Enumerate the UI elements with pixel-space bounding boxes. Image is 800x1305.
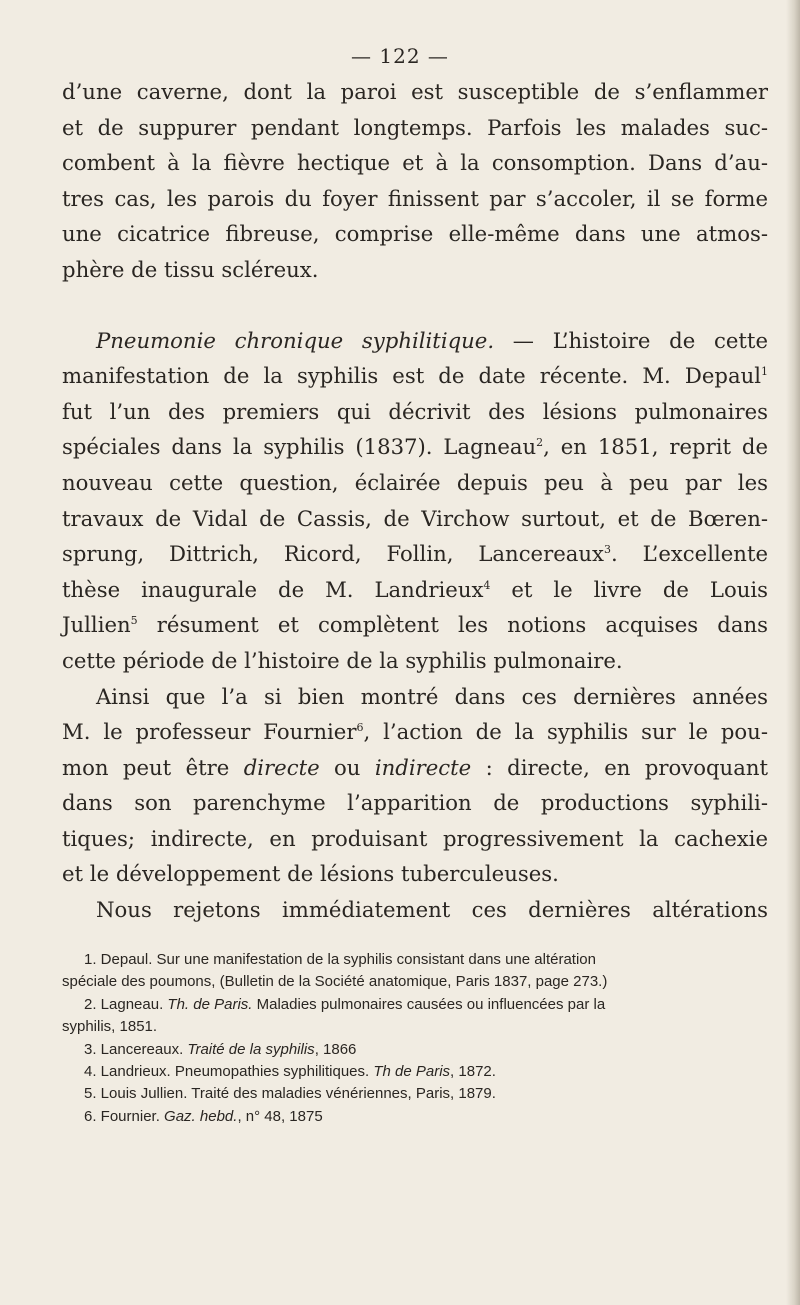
text-line: tres cas, les parois du foyer finissent par s’accoler, il se forme (62, 185, 768, 211)
emphasis-directe: directe (243, 754, 320, 780)
text-line (62, 714, 768, 750)
text-fragment: 2. Lagneau. (84, 995, 168, 1013)
footnote-6 (62, 1106, 768, 1128)
text-fragment: , en 1851, reprit de (543, 434, 768, 460)
text-fragment: résument et complètent les notions acquises dans (137, 612, 768, 638)
text-fragment: 3. Lancereaux. (84, 1040, 188, 1058)
text-fragment: spéciales dans la syphilis (1837). Lagneau (62, 434, 537, 460)
text-fragment: Th. de Paris. (167, 995, 253, 1013)
footnote-ref: 2 (536, 436, 544, 450)
text-fragment: , l’action de la syphilis sur le pou- (363, 719, 768, 745)
text-fragment: M. le professeur Fournier (62, 719, 357, 745)
text-fragment: mon peut être (62, 754, 244, 780)
text-line (62, 750, 768, 786)
text-fragment: : directe, en provoquant (471, 754, 768, 780)
text-line: dans son parenchyme l’apparition de productions syphili- (62, 790, 768, 816)
main-text (62, 74, 768, 928)
text-line: phère de tissu scléreux. (62, 256, 319, 282)
text-line: une cicatrice fibreuse, comprise elle-même dans une atmos- (62, 221, 768, 247)
text-line: fut l’un des premiers qui décrivit des lésions pulmonaires (62, 398, 768, 424)
footnote-2 (62, 994, 768, 1016)
text-line (62, 536, 768, 572)
footnote-ref: 3 (604, 543, 611, 557)
page-edge-shadow (786, 0, 800, 1305)
page-number: — 122 — (351, 44, 449, 68)
text-line: et le développement de lésions tuberculeuses. (62, 861, 559, 887)
text-line: travaux de Vidal de Cassis, de Virchow surtout, et de Bœren- (62, 505, 768, 531)
text-fragment: ou (319, 754, 375, 780)
text-line: tiques; indirecte, en produisant progressivement la cachexie (62, 825, 768, 851)
text-fragment: . L’excellente (611, 541, 769, 567)
footnote-5: 5. Louis Jullien. Traité des maladies vénériennes, Paris, 1879. (84, 1085, 496, 1103)
footnotes (62, 949, 768, 1128)
footnote-1-cont: spéciale des poumons, (Bulletin de la Société anatomique, Paris 1837, page 273.) (62, 973, 608, 991)
text-fragment: manifestation de la syphilis est de date récente. M. Depaul (62, 363, 761, 389)
footnote-ref: 1 (761, 365, 768, 379)
text-fragment: , n° 48, 1875 (237, 1107, 323, 1125)
text-fragment: Jullien (62, 612, 131, 638)
footnote-2-cont: syphilis, 1851. (62, 1018, 158, 1036)
text-fragment: 4. Landrieux. Pneumopathies syphilitiques. (84, 1063, 374, 1081)
text-line: combent à la fièvre hectique et à la consomption. Dans d’au- (62, 150, 768, 176)
footnote-ref: 4 (483, 578, 491, 592)
text-line: Nous rejetons immédiatement ces dernières altérations (96, 897, 768, 923)
paragraph-gap (62, 288, 768, 323)
text-line: et de suppurer pendant longtemps. Parfois les malades suc- (62, 114, 768, 140)
text-fragment: Th de Paris (373, 1063, 451, 1081)
footnote-ref: 5 (130, 614, 138, 628)
text-line (62, 607, 768, 643)
text-fragment: 6. Fournier. (84, 1107, 165, 1125)
text-line (62, 358, 768, 394)
section-title: Pneumonie chronique syphilitique. (96, 327, 495, 353)
footnote-1: 1. Depaul. Sur une manifestation de la syphilis consistant dans une altération (84, 951, 596, 968)
text-fragment: , 1866 (314, 1040, 357, 1058)
text-line: Ainsi que l’a si bien montré dans ces dernières années (96, 683, 768, 709)
section-heading-line (62, 323, 768, 359)
text-fragment: et le livre de Louis (490, 576, 768, 602)
text-line (62, 429, 768, 465)
text-fragment: , 1872. (450, 1063, 496, 1081)
text-fragment: Gaz. hebd. (164, 1107, 238, 1125)
footnote-4 (62, 1061, 768, 1083)
emphasis-indirecte: indirecte (374, 754, 472, 780)
footnote-3 (62, 1039, 768, 1061)
text-fragment: Maladies pulmonaires causées ou influencées par la (252, 995, 606, 1013)
text-line: nouveau cette question, éclairée depuis peu à peu par les (62, 469, 768, 495)
text-fragment: — L’histoire de cette (494, 327, 768, 353)
text-fragment: Traité de la syphilis (187, 1040, 315, 1058)
footnote-ref: 6 (356, 721, 364, 735)
text-line (62, 572, 768, 608)
text-fragment: sprung, Dittrich, Ricord, Follin, Lancereaux (62, 541, 604, 567)
text-fragment: thèse inaugurale de M. Landrieux (62, 576, 484, 602)
text-line: d’une caverne, dont la paroi est susceptible de s’enflammer (62, 79, 768, 104)
text-line: cette période de l’histoire de la syphilis pulmonaire. (62, 647, 623, 673)
